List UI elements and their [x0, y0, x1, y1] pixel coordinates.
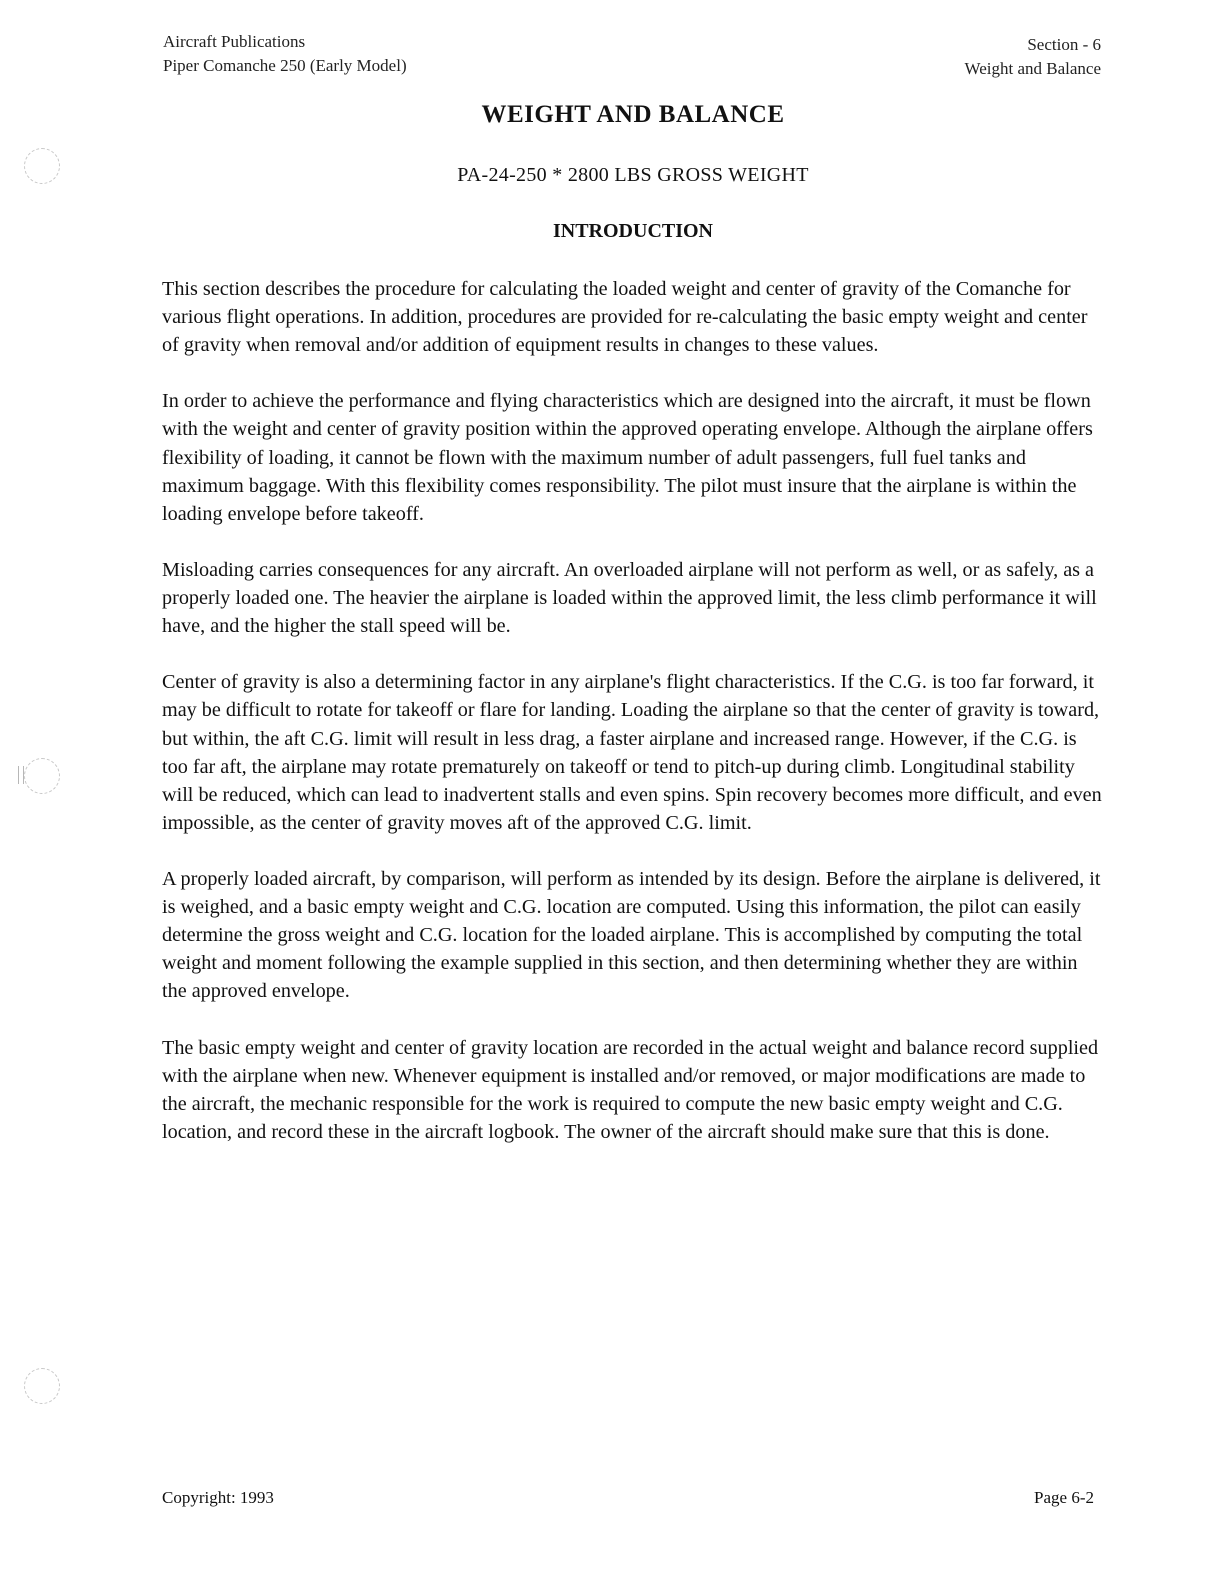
aircraft-model: Piper Comanche 250 (Early Model) [163, 56, 407, 75]
punch-hole-mark [24, 758, 60, 794]
header-right [965, 33, 1101, 81]
page-title: WEIGHT AND BALANCE [481, 101, 785, 128]
header-left [163, 30, 407, 78]
punch-hole-mark [24, 1368, 60, 1404]
publisher-name: Aircraft Publications [163, 32, 306, 51]
paragraph: A properly loaded aircraft, by comparison, will perform as intended by its design. Before the airplane is delivered, it is weighed, and a basic empty weight and C.G. location are computed. Using this information, the pilot can easily determine the gross weight and C.G. location for the loaded airplane. This is accomplished by computing the total weight and moment following the example supplied in this section, and then determining whether they are within the approved envelope. [162, 867, 1101, 1003]
paragraph: This section describes the procedure for calculating the loaded weight and center of gravity of the Comanche for various flight operations. In addition, procedures are provided for re-calculating the basic empty weight and center of gravity when removal and/or addition of equipment results in changes to these values. [162, 278, 1088, 357]
page-subtitle: PA-24-250 * 2800 LBS GROSS WEIGHT [457, 164, 809, 186]
section-heading: INTRODUCTION [552, 220, 714, 242]
paragraph: Misloading carries consequences for any aircraft. An overloaded airplane will not perform as well, or as safely, as a properly loaded one. The heavier the airplane is loaded within the approved limit, the less climb performance it will have, and the higher the stall speed will be. [162, 558, 1097, 638]
paragraph: Center of gravity is also a determining factor in any airplane's flight characteristics. If the C.G. is too far forward, it may be difficult to rotate for takeoff or flare for landing. Loading the airplane so that the center of gravity is toward, but within, the aft C.G. limit will result in less drag, a faster airplane and increased range. However, if the C.G. is too far aft, the airplane may rotate prematurely on takeoff or tend to pitch-up during climb. Longitudinal stability will be reduced, which can lead to inadvertent stalls and even spins. Spin recovery becomes more difficult, and even impossible, as the center of gravity moves aft of the approved C.G. limit. [162, 671, 1102, 834]
page-number: Page 6-2 [1034, 1488, 1094, 1507]
copyright-notice: Copyright: 1993 [162, 1488, 274, 1507]
paragraph: The basic empty weight and center of gravity location are recorded in the actual weight and balance record supplied with the airplane when new. Whenever equipment is installed and/or removed, or major modifications are made to the aircraft, the mechanic responsible for the work is required to compute the new basic empty weight and C.G. location, and record these in the aircraft logbook. The owner of the aircraft should make sure that this is done. [162, 1036, 1099, 1143]
body-text [162, 275, 1107, 1174]
paragraph: In order to achieve the performance and flying characteristics which are designed into the aircraft, it must be flown with the weight and center of gravity position within the approved operating envelope. Although the airplane offers flexibility of loading, it cannot be flown with the maximum number of adult passengers, full fuel tanks and maximum baggage. With this flexibility comes responsibility. The pilot must insure that the airplane is within the loading envelope before takeoff. [162, 390, 1093, 525]
section-name: Weight and Balance [964, 59, 1101, 78]
scan-mark [18, 766, 24, 784]
section-number: Section - 6 [1027, 35, 1101, 54]
